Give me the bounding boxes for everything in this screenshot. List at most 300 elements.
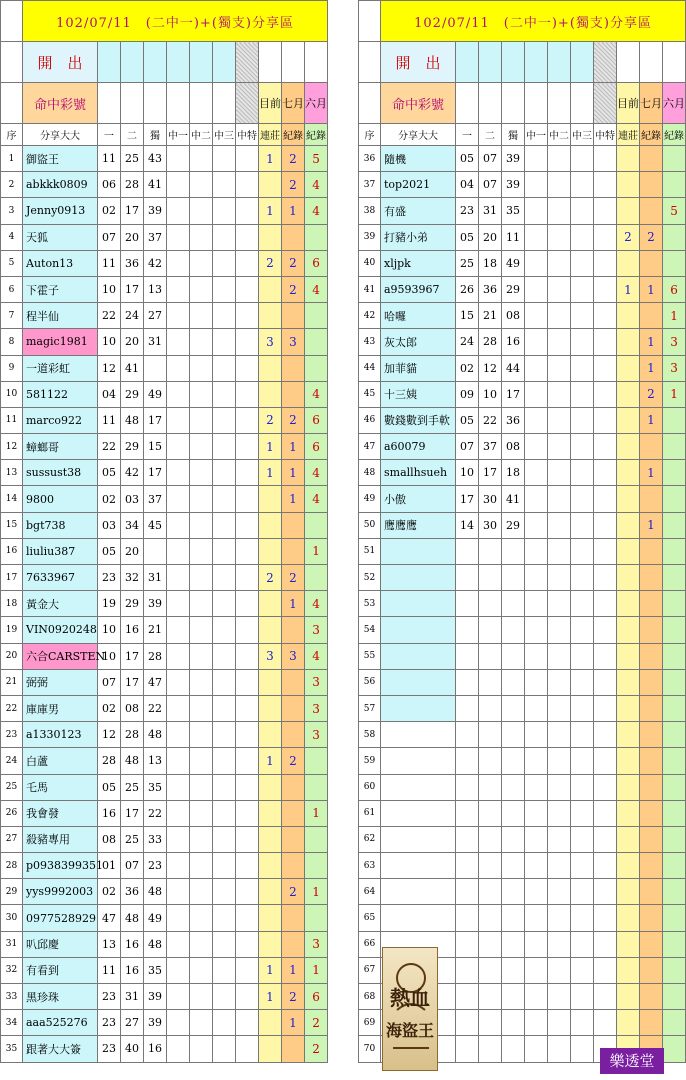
row-june xyxy=(305,329,328,355)
row-name: 乇馬 xyxy=(23,774,98,800)
row-name: marco922 xyxy=(23,407,98,433)
row-h3 xyxy=(571,931,594,957)
row-solo xyxy=(144,538,167,564)
head-n1: 一 xyxy=(98,124,121,146)
row-h1 xyxy=(525,643,548,669)
row-streak xyxy=(617,329,640,355)
row-streak xyxy=(617,931,640,957)
table-row xyxy=(1,695,328,721)
row-sp xyxy=(594,329,617,355)
row-seq: 53 xyxy=(359,591,381,617)
row-sp xyxy=(236,774,259,800)
row-sp xyxy=(594,826,617,852)
row-sp xyxy=(236,250,259,276)
row-june xyxy=(305,853,328,879)
row-n2: 17 xyxy=(121,643,144,669)
row-solo: 37 xyxy=(144,224,167,250)
row-n2: 07 xyxy=(121,853,144,879)
row-n1: 10 xyxy=(456,460,479,486)
row-july xyxy=(640,722,663,748)
row-n2: 17 xyxy=(121,669,144,695)
table-row xyxy=(1,303,328,329)
row-h2 xyxy=(548,198,571,224)
row-name: 下霍子 xyxy=(23,276,98,302)
row-name: 黑珍珠 xyxy=(23,984,98,1010)
kaichu-blank xyxy=(305,42,328,83)
row-n1 xyxy=(456,669,479,695)
row-seq: 10 xyxy=(1,381,23,407)
row-h2 xyxy=(548,512,571,538)
row-h3 xyxy=(571,250,594,276)
row-h3 xyxy=(571,984,594,1010)
row-n2: 30 xyxy=(479,512,502,538)
row-n2: 16 xyxy=(121,957,144,983)
row-h2 xyxy=(548,486,571,512)
row-n2: 08 xyxy=(121,695,144,721)
row-seq: 64 xyxy=(359,879,381,905)
row-name: aaa525276 xyxy=(23,1010,98,1036)
row-streak: 1 xyxy=(259,198,282,224)
row-n2 xyxy=(479,931,502,957)
row-name xyxy=(381,800,456,826)
table-row xyxy=(359,486,686,512)
table-row xyxy=(359,905,686,931)
row-n1 xyxy=(456,957,479,983)
row-streak xyxy=(259,695,282,721)
row-h2 xyxy=(548,276,571,302)
row-solo: 23 xyxy=(144,853,167,879)
row-n2: 34 xyxy=(121,512,144,538)
table-row xyxy=(1,617,328,643)
row-june: 1 xyxy=(305,879,328,905)
head-n2: 二 xyxy=(479,124,502,146)
row-n1: 02 xyxy=(456,355,479,381)
kaichu-h3 xyxy=(571,42,594,83)
table-row xyxy=(1,826,328,852)
row-sp xyxy=(594,172,617,198)
row-streak: 2 xyxy=(259,250,282,276)
row-solo: 22 xyxy=(144,695,167,721)
row-july: 1 xyxy=(282,1010,305,1036)
row-july xyxy=(640,538,663,564)
row-n2: 28 xyxy=(121,722,144,748)
head-june: 六月 xyxy=(663,83,686,124)
row-h3 xyxy=(571,591,594,617)
row-name: 蟑螂哥 xyxy=(23,434,98,460)
row-n1 xyxy=(456,931,479,957)
row-n2 xyxy=(479,879,502,905)
row-h1 xyxy=(525,486,548,512)
row-n1: 10 xyxy=(98,276,121,302)
row-streak xyxy=(259,826,282,852)
row-h1 xyxy=(525,512,548,538)
table-row xyxy=(1,800,328,826)
row-solo: 08 xyxy=(502,434,525,460)
table-row xyxy=(1,905,328,931)
row-sp xyxy=(594,774,617,800)
hit-sp xyxy=(594,83,617,124)
head-rec1: 紀錄 xyxy=(282,124,305,146)
row-n1: 02 xyxy=(98,879,121,905)
row-solo: 41 xyxy=(502,486,525,512)
row-n2: 20 xyxy=(121,224,144,250)
row-july xyxy=(640,695,663,721)
row-streak xyxy=(259,512,282,538)
row-solo xyxy=(502,695,525,721)
row-n1: 08 xyxy=(98,826,121,852)
row-name: liuliu387 xyxy=(23,538,98,564)
row-n2: 07 xyxy=(479,146,502,172)
row-streak xyxy=(617,669,640,695)
table-row xyxy=(359,591,686,617)
row-seq: 28 xyxy=(1,853,23,879)
row-july xyxy=(282,1036,305,1062)
table-row xyxy=(359,774,686,800)
row-june xyxy=(663,591,686,617)
row-h1 xyxy=(525,407,548,433)
row-solo: 39 xyxy=(502,172,525,198)
row-seq: 59 xyxy=(359,748,381,774)
row-n1: 02 xyxy=(98,198,121,224)
row-h3 xyxy=(213,1010,236,1036)
kaichu-blank xyxy=(617,42,640,83)
table-row xyxy=(1,512,328,538)
row-h2 xyxy=(548,695,571,721)
row-n1 xyxy=(456,853,479,879)
row-seq: 34 xyxy=(1,1010,23,1036)
row-h3 xyxy=(213,931,236,957)
table-row xyxy=(359,460,686,486)
row-july xyxy=(282,538,305,564)
row-h2 xyxy=(190,434,213,460)
row-h3 xyxy=(571,1010,594,1036)
row-june xyxy=(305,565,328,591)
row-seq: 20 xyxy=(1,643,23,669)
row-name: 9800 xyxy=(23,486,98,512)
row-n2: 25 xyxy=(121,774,144,800)
row-solo: 17 xyxy=(144,460,167,486)
row-july: 1 xyxy=(282,198,305,224)
row-h2 xyxy=(548,329,571,355)
row-solo: 36 xyxy=(502,407,525,433)
row-july xyxy=(640,591,663,617)
row-sp xyxy=(594,538,617,564)
row-streak xyxy=(617,643,640,669)
row-seq: 11 xyxy=(1,407,23,433)
table-row xyxy=(1,984,328,1010)
row-n2 xyxy=(479,826,502,852)
row-h1 xyxy=(525,329,548,355)
row-n2 xyxy=(479,722,502,748)
head-h1: 中一 xyxy=(167,124,190,146)
head-june: 六月 xyxy=(305,83,328,124)
row-h3 xyxy=(213,407,236,433)
hit-h2 xyxy=(190,83,213,124)
row-sp xyxy=(594,224,617,250)
table-row xyxy=(1,224,328,250)
row-n1: 23 xyxy=(98,984,121,1010)
table-row xyxy=(1,172,328,198)
row-solo xyxy=(502,1010,525,1036)
row-h2 xyxy=(190,853,213,879)
row-sp xyxy=(594,853,617,879)
row-july xyxy=(640,486,663,512)
row-name xyxy=(381,879,456,905)
row-n1: 01 xyxy=(98,853,121,879)
row-h1 xyxy=(167,1010,190,1036)
table-row xyxy=(1,538,328,564)
row-sp xyxy=(594,460,617,486)
row-name: 御盜王 xyxy=(23,146,98,172)
row-sp xyxy=(594,957,617,983)
row-name: 程半仙 xyxy=(23,303,98,329)
row-n2 xyxy=(479,748,502,774)
row-june: 3 xyxy=(663,355,686,381)
row-h2 xyxy=(190,984,213,1010)
row-solo: 43 xyxy=(144,146,167,172)
row-n1 xyxy=(456,1036,479,1062)
row-name: 天狐 xyxy=(23,224,98,250)
table-row xyxy=(1,355,328,381)
row-h2 xyxy=(190,1036,213,1062)
head-seq: 序 xyxy=(1,124,23,146)
row-h2 xyxy=(548,905,571,931)
row-solo: 42 xyxy=(144,250,167,276)
row-n1: 13 xyxy=(98,931,121,957)
row-july: 1 xyxy=(282,460,305,486)
row-seq: 65 xyxy=(359,905,381,931)
row-june: 4 xyxy=(305,198,328,224)
row-n1: 23 xyxy=(98,1010,121,1036)
row-june xyxy=(663,172,686,198)
row-n2: 29 xyxy=(121,434,144,460)
row-h3 xyxy=(571,853,594,879)
row-solo: 22 xyxy=(144,800,167,826)
row-h3 xyxy=(571,826,594,852)
row-n2 xyxy=(479,1010,502,1036)
row-seq: 55 xyxy=(359,643,381,669)
row-h3 xyxy=(213,434,236,460)
row-h3 xyxy=(571,800,594,826)
row-solo xyxy=(502,774,525,800)
row-h2 xyxy=(190,669,213,695)
row-seq: 38 xyxy=(359,198,381,224)
row-name: Auton13 xyxy=(23,250,98,276)
row-h1 xyxy=(525,250,548,276)
row-streak xyxy=(617,695,640,721)
table-row xyxy=(359,826,686,852)
row-name xyxy=(381,695,456,721)
row-h1 xyxy=(525,826,548,852)
row-h1 xyxy=(525,355,548,381)
row-sp xyxy=(594,512,617,538)
row-h3 xyxy=(571,512,594,538)
row-n1: 11 xyxy=(98,146,121,172)
head-july: 七月 xyxy=(640,83,663,124)
row-solo: 15 xyxy=(144,434,167,460)
row-streak xyxy=(617,617,640,643)
row-sp xyxy=(236,1010,259,1036)
row-july xyxy=(640,146,663,172)
row-july: 2 xyxy=(282,879,305,905)
pirate-king-logo-icon xyxy=(382,947,438,1071)
row-june: 4 xyxy=(305,381,328,407)
row-june xyxy=(663,460,686,486)
row-streak xyxy=(617,303,640,329)
head-rec2: 紀錄 xyxy=(663,124,686,146)
row-june: 1 xyxy=(663,381,686,407)
row-solo: 35 xyxy=(144,774,167,800)
table-row xyxy=(359,695,686,721)
row-name: 隨機 xyxy=(381,146,456,172)
table-title: 102/07/11 (二中一)+(獨支)分享區 xyxy=(23,1,328,42)
row-seq: 44 xyxy=(359,355,381,381)
row-solo xyxy=(502,643,525,669)
row-streak xyxy=(617,853,640,879)
row-h1 xyxy=(525,800,548,826)
row-seq: 35 xyxy=(1,1036,23,1062)
row-n2: 29 xyxy=(121,591,144,617)
row-june: 3 xyxy=(305,669,328,695)
hit-label: 命中彩號 xyxy=(23,83,98,124)
row-sp xyxy=(236,303,259,329)
row-n2 xyxy=(479,957,502,983)
row-h1 xyxy=(167,722,190,748)
row-n2: 16 xyxy=(121,931,144,957)
row-n1: 11 xyxy=(98,250,121,276)
row-streak xyxy=(259,800,282,826)
row-solo: 21 xyxy=(144,617,167,643)
row-solo: 45 xyxy=(144,512,167,538)
row-n2: 10 xyxy=(479,381,502,407)
row-n2 xyxy=(479,695,502,721)
row-n1 xyxy=(456,879,479,905)
row-h3 xyxy=(571,172,594,198)
row-name xyxy=(381,669,456,695)
row-h2 xyxy=(548,172,571,198)
row-h2 xyxy=(190,172,213,198)
table-row xyxy=(1,669,328,695)
right-grid xyxy=(358,0,686,1063)
row-seq: 57 xyxy=(359,695,381,721)
row-h1 xyxy=(525,381,548,407)
row-seq: 49 xyxy=(359,486,381,512)
row-h2 xyxy=(548,1010,571,1036)
row-h1 xyxy=(167,1036,190,1062)
row-seq: 9 xyxy=(1,355,23,381)
row-h2 xyxy=(190,617,213,643)
row-solo xyxy=(502,800,525,826)
row-h1 xyxy=(167,303,190,329)
row-seq: 15 xyxy=(1,512,23,538)
row-name: magic1981 xyxy=(23,329,98,355)
row-streak xyxy=(259,853,282,879)
table-row xyxy=(359,512,686,538)
row-h3 xyxy=(571,722,594,748)
row-june xyxy=(663,853,686,879)
row-n1: 07 xyxy=(98,224,121,250)
row-solo: 29 xyxy=(502,276,525,302)
row-n2: 31 xyxy=(479,198,502,224)
row-july xyxy=(640,1010,663,1036)
row-h3 xyxy=(213,695,236,721)
row-july: 1 xyxy=(640,512,663,538)
row-name: 殺豬專用 xyxy=(23,826,98,852)
row-seq: 46 xyxy=(359,407,381,433)
row-h2 xyxy=(190,800,213,826)
row-seq: 2 xyxy=(1,172,23,198)
row-h3 xyxy=(213,486,236,512)
row-solo: 28 xyxy=(144,643,167,669)
row-h3 xyxy=(213,538,236,564)
row-june xyxy=(663,984,686,1010)
row-june: 6 xyxy=(305,407,328,433)
row-solo: 17 xyxy=(144,407,167,433)
row-june xyxy=(663,617,686,643)
row-solo: 48 xyxy=(144,722,167,748)
row-june xyxy=(663,486,686,512)
kaichu-h2 xyxy=(548,42,571,83)
row-n1 xyxy=(456,643,479,669)
head-n1: 一 xyxy=(456,124,479,146)
row-h2 xyxy=(548,957,571,983)
row-h2 xyxy=(548,774,571,800)
table-row xyxy=(1,146,328,172)
row-solo: 13 xyxy=(144,276,167,302)
row-n2: 36 xyxy=(121,879,144,905)
corner-cell xyxy=(1,83,23,124)
row-solo: 16 xyxy=(144,1036,167,1062)
row-h1 xyxy=(525,695,548,721)
row-june: 3 xyxy=(305,931,328,957)
row-june xyxy=(663,669,686,695)
row-july xyxy=(640,565,663,591)
table-row xyxy=(1,250,328,276)
row-n2: 22 xyxy=(479,407,502,433)
row-h2 xyxy=(190,722,213,748)
row-solo: 29 xyxy=(502,512,525,538)
row-solo: 49 xyxy=(144,381,167,407)
row-july xyxy=(640,774,663,800)
row-june: 6 xyxy=(305,984,328,1010)
row-h1 xyxy=(167,774,190,800)
row-sp xyxy=(594,905,617,931)
head-july: 七月 xyxy=(282,83,305,124)
row-sp xyxy=(594,695,617,721)
table-row xyxy=(1,643,328,669)
row-h1 xyxy=(525,957,548,983)
row-name: 0977528929 xyxy=(23,905,98,931)
row-solo xyxy=(502,853,525,879)
row-streak xyxy=(259,381,282,407)
row-h1 xyxy=(525,434,548,460)
hit-n1 xyxy=(456,83,479,124)
hit-n2 xyxy=(121,83,144,124)
row-h2 xyxy=(190,538,213,564)
table-row xyxy=(359,303,686,329)
row-h2 xyxy=(548,643,571,669)
row-n2: 28 xyxy=(121,172,144,198)
row-h1 xyxy=(167,826,190,852)
row-sp xyxy=(236,172,259,198)
row-solo xyxy=(144,355,167,381)
row-streak xyxy=(617,905,640,931)
row-h1 xyxy=(167,250,190,276)
row-seq: 14 xyxy=(1,486,23,512)
row-h3 xyxy=(571,355,594,381)
row-n1: 03 xyxy=(98,512,121,538)
row-n2: 36 xyxy=(479,276,502,302)
